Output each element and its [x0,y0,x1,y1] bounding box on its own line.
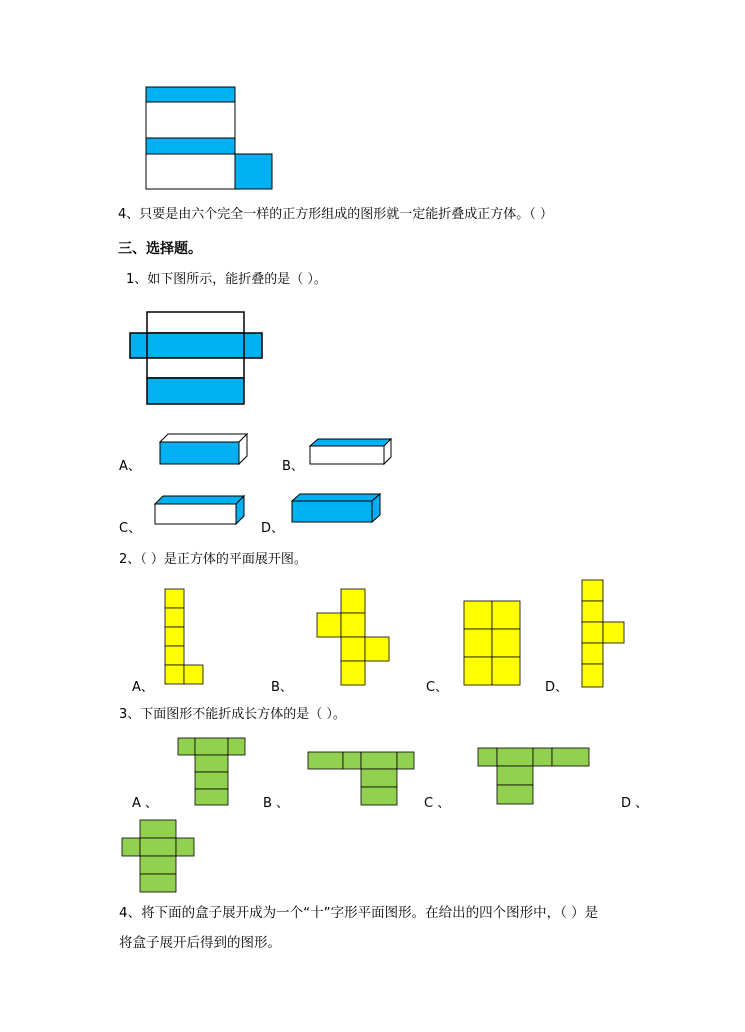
q1-option-b-label[interactable]: B、 [282,459,304,474]
q2-option-c-label[interactable]: C、 [426,680,449,695]
question-2-text: 2、（ ）是正方体的平面展开图。 [119,552,307,567]
q3-option-b-label[interactable]: B 、 [263,796,290,811]
q1-option-c-label[interactable]: C、 [119,521,142,536]
q1-option-a-label[interactable]: A、 [119,459,141,474]
q2-option-d-label[interactable]: D、 [545,680,569,695]
q3-option-a-label[interactable]: A 、 [132,796,159,811]
question-1-text: 1、如下图所示，能折叠的是（ ）。 [126,272,327,287]
q2-option-b-label[interactable]: B、 [271,680,293,695]
section-heading: 三、选择题。 [118,241,202,257]
q3-option-d-label[interactable]: D 、 [621,796,649,811]
question-4-line-1: 4、将下面的盒子展开成为一个“十”字形平面图形。在给出的四个图形中，（ ）是 [119,905,599,921]
question-4-line-2: 将盒子展开后得到的图形。 [119,935,281,951]
q3-option-c-label[interactable]: C 、 [424,796,451,811]
question-3-text: 3、下面图形不能折成长方体的是（ ）。 [119,707,346,722]
q1-option-d-label[interactable]: D、 [261,521,285,536]
true-false-item-4: 4、只要是由六个完全一样的正方形组成的图形就一定能折叠成正方体。（ ） [118,207,553,222]
q2-option-a-label[interactable]: A、 [132,680,154,695]
